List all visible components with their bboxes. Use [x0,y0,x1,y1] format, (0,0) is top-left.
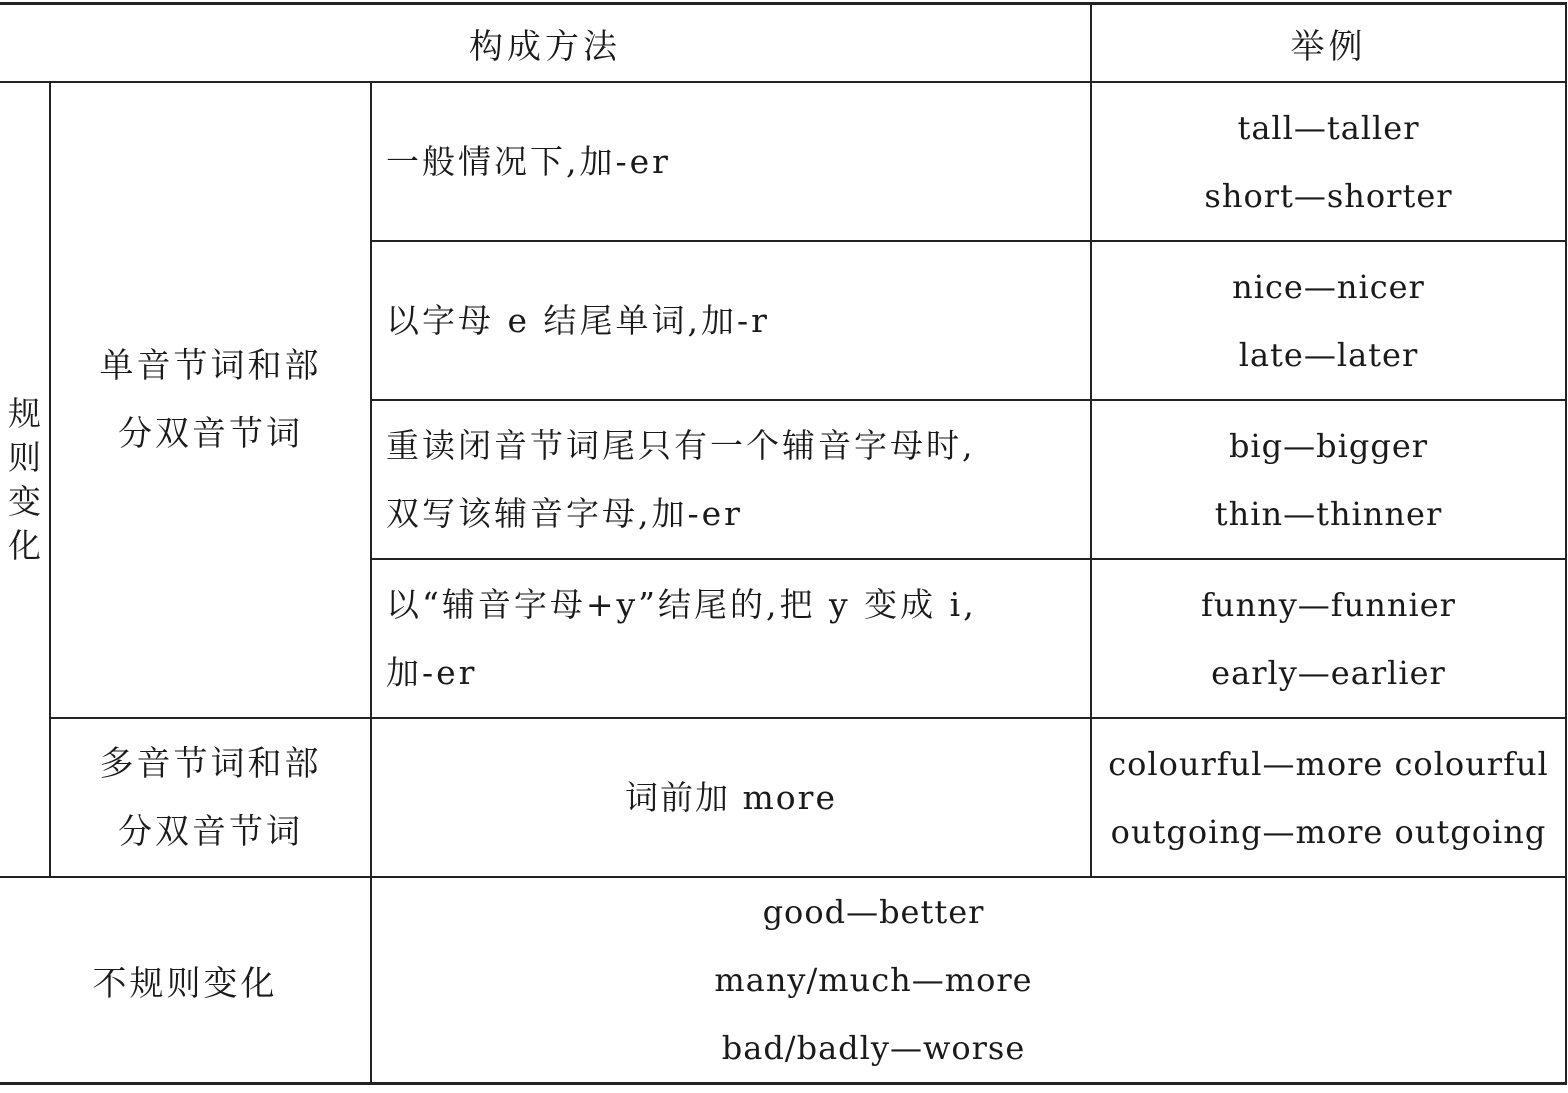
comparative-formation-table [0,2,1567,1085]
rule-examples: funny—funnier early—earlier [1091,559,1566,718]
irregular-category-label: 不规则变化 [0,877,371,1084]
regular-category-label: 规 则 变 化 [0,82,50,877]
rule-method: 一般情况下,加-er [371,82,1091,241]
monosyllabic-subcategory-label: 单音节词和部 分双音节词 [50,82,371,718]
rule-method: 以“辅音字母+y”结尾的,把 y 变成 i, 加-er [371,559,1091,718]
header-row [0,4,1566,83]
rule-examples: nice—nicer late—later [1091,241,1566,400]
rule-examples: colourful—more colourful outgoing—more outgoing [1091,718,1566,877]
table-row [0,877,1566,1084]
header-example: 举例 [1091,4,1566,83]
rule-examples: tall—taller short—shorter [1091,82,1566,241]
rule-method: 词前加 more [371,718,1091,877]
rule-method: 重读闭音节词尾只有一个辅音字母时, 双写该辅音字母,加-er [371,400,1091,559]
header-method: 构成方法 [0,4,1091,83]
irregular-examples: good—better many/much—more bad/badly—worse [371,877,1566,1084]
polysyllabic-subcategory-label: 多音节词和部 分双音节词 [50,718,371,877]
rule-examples: big—bigger thin—thinner [1091,400,1566,559]
table-row [0,82,1566,241]
rule-method: 以字母 e 结尾单词,加-r [371,241,1091,400]
table-row [0,718,1566,877]
